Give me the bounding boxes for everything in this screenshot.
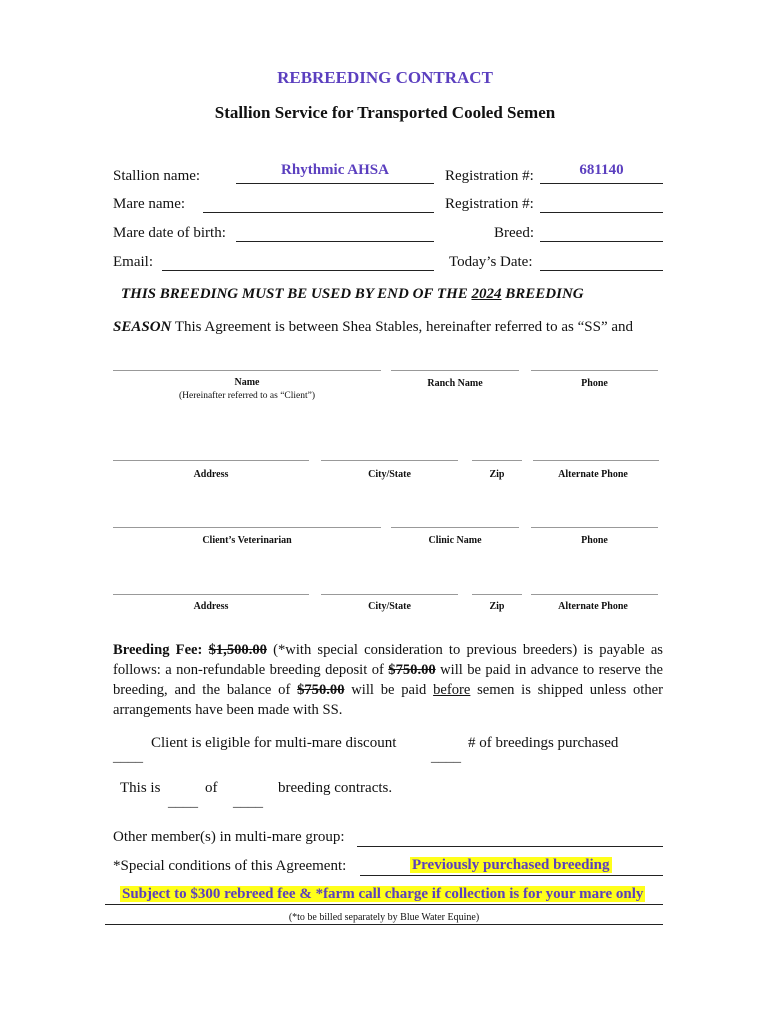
vet-city-label: City/State — [368, 601, 411, 612]
agreement-text: This Agreement is between Shea Stables, hereinafter referred to as “SS” and — [171, 319, 634, 335]
fee-text3: will be paid — [344, 682, 434, 698]
notice-year: 2024 — [471, 286, 502, 302]
client-city-field[interactable] — [321, 460, 458, 461]
registration1-label: Registration #: — [445, 168, 534, 184]
fee-balance: $750.00 — [297, 682, 345, 698]
email-field[interactable] — [162, 270, 434, 271]
rebreed-note: Subject to $300 rebreed fee & *farm call charge if collection is for your mare only — [122, 886, 644, 902]
client-city-label: City/State — [368, 469, 411, 480]
fee-text2: will be paid in advance to reserve the breeding, and the balance of — [113, 662, 663, 698]
registration1-value[interactable]: 681140 — [579, 162, 624, 178]
client-ranch-label: Ranch Name — [427, 378, 483, 389]
special-field[interactable] — [360, 875, 663, 876]
vet-city-field[interactable] — [321, 594, 458, 595]
stallion-name-value[interactable]: Rhythmic AHSA — [281, 162, 389, 178]
fee-text4: semen is shipped unless other arrangements have been made with SS. — [113, 682, 663, 718]
vet-altphone-field[interactable] — [531, 594, 658, 595]
vet-phone-label: Phone — [581, 535, 608, 546]
fee-deposit: $750.00 — [388, 662, 436, 678]
vet-clinic-label: Clinic Name — [428, 535, 482, 546]
email-label: Email: — [113, 254, 153, 270]
fee-before: before — [433, 682, 471, 698]
special-label: *Special conditions of this Agreement: — [113, 858, 347, 874]
eligible-text: Client is eligible for multi-mare discount — [151, 735, 397, 751]
client-name-note: (Hereinafter referred to as “Client”) — [178, 391, 316, 401]
todays-date-label: Today’s Date: — [449, 254, 533, 270]
fee-paragraph — [113, 640, 663, 720]
contract-title: REBREEDING CONTRACT — [277, 68, 493, 87]
vet-zip-label: Zip — [489, 601, 505, 612]
notice-part2: BREEDING — [501, 286, 584, 302]
of-blank[interactable]: ____ — [233, 794, 263, 810]
this-is-blank[interactable]: ____ — [168, 794, 198, 810]
stallion-name-label: Stallion name: — [113, 168, 201, 184]
breed-field[interactable] — [540, 241, 663, 242]
notice-part1: THIS BREEDING MUST BE USED BY END OF THE — [121, 286, 472, 302]
registration2-field[interactable] — [540, 212, 663, 213]
registration1-field[interactable] — [540, 183, 663, 184]
billed-line — [105, 924, 663, 925]
fee-text1: (*with special consideration to previous breeders) is payable as follows: a non-refundable breeding deposit of — [113, 642, 663, 678]
fee-amount: $1,500.00 — [208, 642, 267, 658]
contracts-text: breeding contracts. — [278, 780, 393, 796]
contract-subtitle: Stallion Service for Transported Cooled Semen — [214, 103, 556, 122]
vet-zip-field[interactable] — [472, 594, 522, 595]
rebreed-line — [105, 904, 663, 905]
mare-dob-field[interactable] — [236, 241, 434, 242]
notice-season: SEASON — [113, 319, 172, 335]
mare-name-label: Mare name: — [113, 196, 186, 212]
registration2-label: Registration #: — [445, 196, 534, 212]
special-value: Previously purchased breeding — [412, 857, 610, 873]
client-address-field[interactable] — [113, 460, 309, 461]
client-zip-label: Zip — [489, 469, 505, 480]
client-ranch-field[interactable] — [391, 370, 519, 371]
client-name-label: Name — [234, 377, 260, 388]
rebreed-note-wrap — [120, 886, 645, 903]
members-field[interactable] — [357, 846, 663, 847]
members-label: Other member(s) in multi-mare group: — [113, 829, 345, 845]
vet-name-label: Client’s Veterinarian — [202, 535, 292, 546]
season-notice — [121, 286, 584, 303]
client-altphone-field[interactable] — [533, 460, 659, 461]
vet-altphone-label: Alternate Phone — [558, 601, 628, 612]
vet-clinic-field[interactable] — [391, 527, 519, 528]
billed-note: (*to be billed separately by Blue Water Equine) — [288, 912, 480, 923]
client-address-label: Address — [193, 469, 229, 480]
client-name-field[interactable] — [113, 370, 381, 371]
client-phone-label: Phone — [581, 378, 608, 389]
client-phone-field[interactable] — [531, 370, 658, 371]
purchased-text: # of breedings purchased — [468, 735, 619, 751]
todays-date-field[interactable] — [540, 270, 663, 271]
breed-label: Breed: — [494, 225, 534, 241]
mare-dob-label: Mare date of birth: — [113, 225, 226, 241]
client-altphone-label: Alternate Phone — [558, 469, 628, 480]
stallion-name-field[interactable] — [236, 183, 434, 184]
special-value-wrap[interactable] — [410, 857, 612, 874]
vet-address-label: Address — [193, 601, 229, 612]
this-is-text: This is — [120, 780, 161, 796]
client-zip-field[interactable] — [472, 460, 522, 461]
vet-name-field[interactable] — [113, 527, 381, 528]
mare-name-field[interactable] — [203, 212, 434, 213]
agreement-line — [113, 319, 633, 336]
vet-address-field[interactable] — [113, 594, 309, 595]
of-text: of — [205, 780, 218, 796]
purchased-blank[interactable]: ____ — [431, 749, 461, 765]
eligible-blank[interactable]: ____ — [113, 749, 143, 765]
vet-phone-field[interactable] — [531, 527, 658, 528]
fee-label: Breeding Fee: — [113, 642, 209, 658]
